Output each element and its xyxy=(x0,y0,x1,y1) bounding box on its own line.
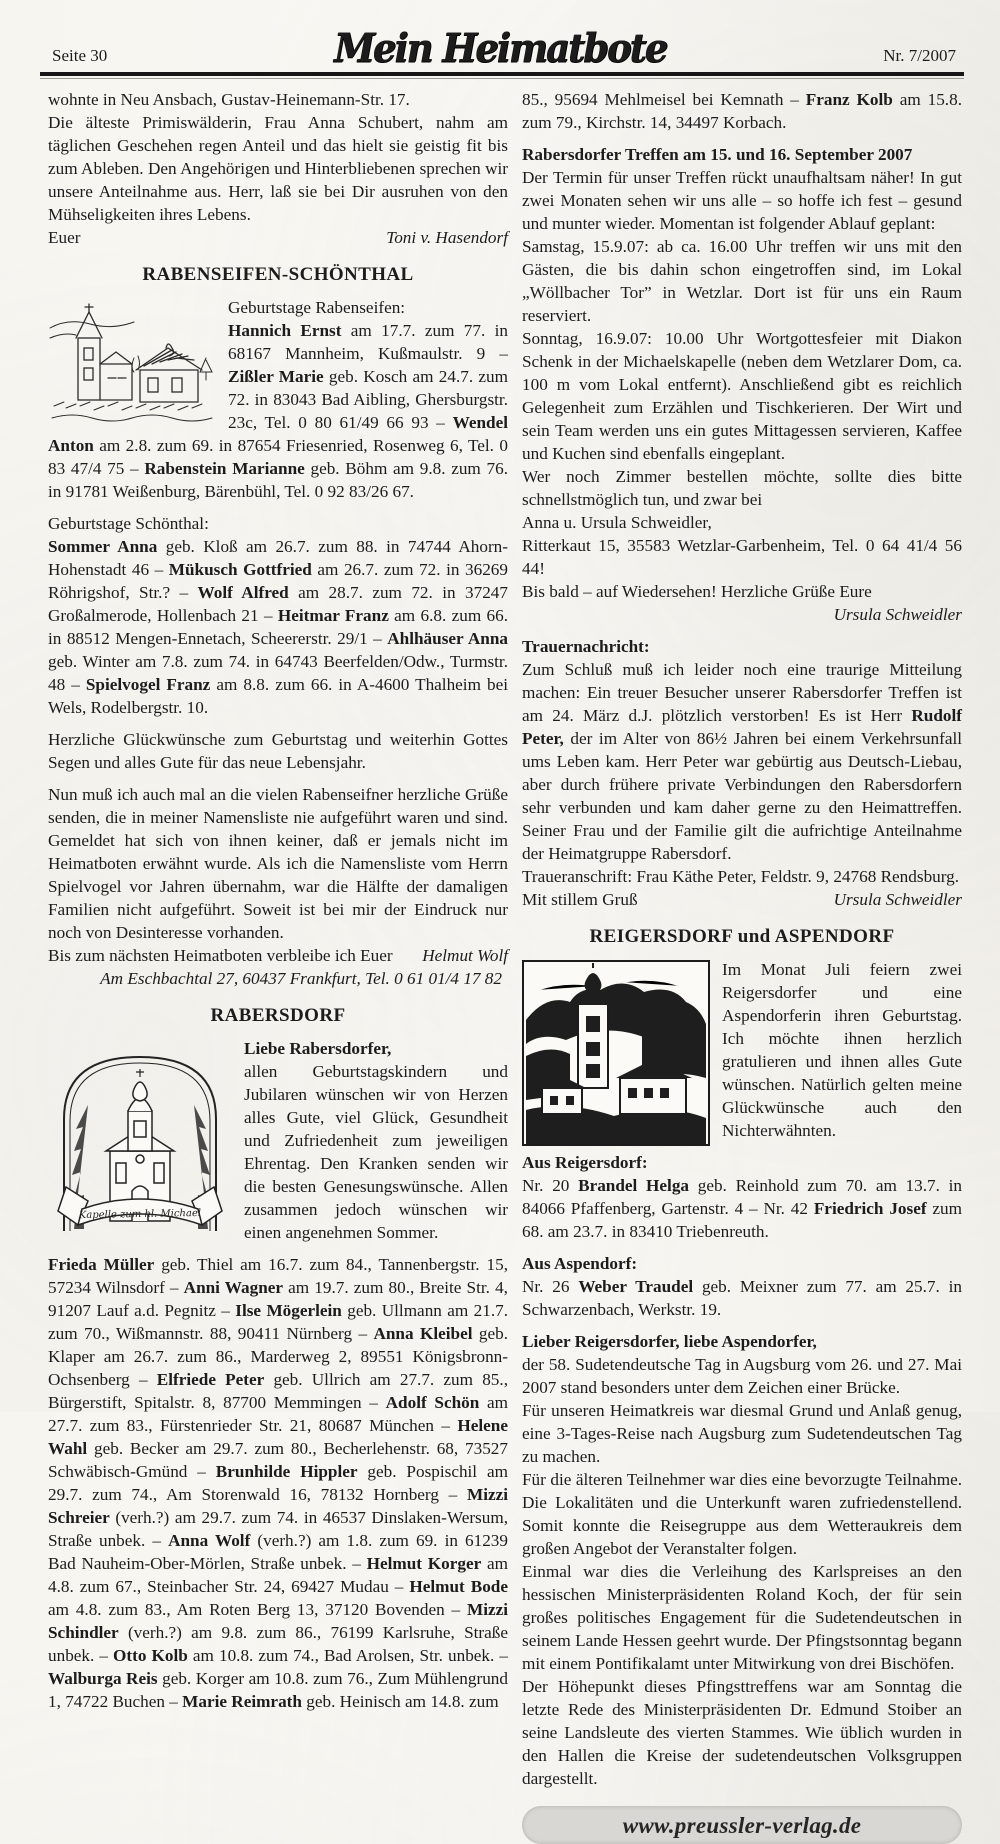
reigersdorf-village-woodcut xyxy=(522,960,710,1146)
treffen-paragraph-1: Der Termin für unser Treffen rückt unaufhaltsam näher! In gut zwei Monaten sehen wir uns alle – so hoffe ich fest – gesund und munter wieder. Momentan ist folgender Ablauf geplant: xyxy=(522,168,962,233)
section-title-rabenseifen: RABENSEIFEN-SCHÖNTHAL xyxy=(142,264,414,285)
treffen-contact-address: Ritterkaut 15, 35583 Wetzlar-Garbenheim, Tel. 0 64 41/4 56 44! xyxy=(522,536,962,578)
farewell-address: Am Eschbachtal 27, 60437 Frankfurt, Tel. 0 61 01/4 17 82 xyxy=(100,969,502,988)
page-number-label: Seite 30 xyxy=(52,46,108,65)
page-header xyxy=(0,0,1000,78)
continuation-line: wohnte in Neu Ansbach, Gustav-Heinemann-Str. 17. xyxy=(48,90,410,109)
birthday-wish-paragraph: Herzliche Glückwünsche zum Geburtstag und weiterhin Gottes Segen und alles Gute für das neue Lebensjahr. xyxy=(48,730,508,772)
treffen-contact-name: Anna u. Ursula Schweidler, xyxy=(522,513,712,532)
rabersdorf-chapel-emblem xyxy=(48,1039,232,1237)
emblem-ribbon-caption: Kapelle zum hl. Michael xyxy=(78,1207,202,1222)
signature-name: Toni v. Hasendorf xyxy=(386,228,508,247)
trauer-heading: Trauernachricht: xyxy=(522,637,650,656)
sudetentag-paragraph-5: Der Höhepunkt dieses Pfingsttreffens war am Sonntag die letzte Rede des Ministerpräsidenten Dr. Edmund Stoiber an seine Landsleute des vierten Stammes. Wie üblich wurden in den Hallen die Kreise der sudetendeutschen Volksgruppen dargestellt. xyxy=(522,1677,962,1788)
aus-reigersdorf-heading: Aus Reigersdorf: xyxy=(522,1153,648,1172)
rabersdorf-salutation: Liebe Rabersdorfer, xyxy=(244,1039,392,1058)
header-rule xyxy=(40,72,964,76)
treffen-heading: Rabersdorfer Treffen am 15. und 16. September 2007 xyxy=(522,145,913,164)
treffen-paragraph-2: Samstag, 15.9.07: ab ca. 16.00 Uhr treffen wir uns mit den Gästen, die bis dahin schon eingetroffen sind, im Lokal „Wöllbacher Tor” in Wetzlar. Dort ist für uns ein Raum reserviert. xyxy=(522,237,962,325)
reigersdorf-intro: Im Monat Juli feiern zwei Reigersdorfer und eine Aspendorferin ihren Geburtstag. Ich möchte ihnen herzlich gratulieren und ihnen alles Gute wünschen. Natürlich gelten meine Glückwünsche auch den Nichterwähnten. xyxy=(722,960,962,1140)
obituary-paragraph: Die älteste Primiswälderin, Frau Anna Schubert, nahm am täglichen Geschehen regen Anteil und das hielt sie geistig fit bis zum Ableben. Den Angehörigen und Hinterbliebenen sprechen wir unsere Anteilnahme aus. Herr, laß sie bei Dir ausruhen von den Mühseligkeiten ihres Lebens. xyxy=(48,113,508,224)
section-title-reigersdorf: REIGERSDORF und ASPENDORF xyxy=(589,926,895,947)
sudetentag-paragraph-2: Für unseren Heimatkreis war diesmal Grund und Anlaß genug, eine 3-Tages-Reise nach Augsburg zum Sudetendeutschen Tag zu machen. xyxy=(522,1401,962,1466)
treffen-goodbye: Bis bald – auf Wiedersehen! Herzliche Grüße Eure xyxy=(522,582,872,601)
issue-number-label: Nr. 7/2007 xyxy=(883,46,956,65)
trauer-body: Zum Schluß muß ich leider noch eine traurige Mitteilung machen: Ein treuer Besucher unserer Rabersdorfer Treffen ist am 24. März d.J. plötzlich verstorben! Es ist Herr Rudolf Peter, der im Alter von 86½ Jahren bei einem Verkehrsunfall ums Leben kam. Herr Peter war gebürtig aus Deutsch-Liebau, aber durch frühere private Verbindungen den Rabersdorfern sehr verbunden und kam daher gerne zu den Heimattreffen. Seiner Frau und der Familie gilt die aufrichtige Anteilnahme der Heimatgruppe Rabersdorf. xyxy=(522,660,962,863)
schoenthal-birthday-list: Sommer Anna geb. Kloß am 26.7. zum 88. in 74744 Ahorn-Hohenstadt 46 – Mükusch Gottfried am 26.7. zum 72. in 36269 Röhrigshof, Str.? – Wolf Alfred am 28.7. zum 72. in 37247 Großalmerode, Hollenbach 21 – Heitmar Franz am 6.8. zum 66. in 88512 Mengen-Ennetach, Scheererstr. 29/1 – Ahlhäuser Anna geb. Winter am 7.8. zum 74. in 64743 Beerfelden/Odw., Turmstr. 48 – Spielvogel Franz am 8.8. zum 66. in A-4600 Thalheim bei Wels, Rodelbergstr. 10. xyxy=(48,537,508,717)
schoenthal-list-intro: Geburtstage Schönthal: xyxy=(48,514,209,533)
closing-label: Euer xyxy=(48,228,81,247)
header-rule-shadow xyxy=(40,78,964,79)
trauer-address: Traueranschrift: Frau Käthe Peter, Feldstr. 9, 24768 Rendsburg. xyxy=(522,867,960,886)
publisher-url-badge xyxy=(522,1806,962,1844)
sudetentag-paragraph-3: Für die älteren Teilnehmer war dies eine bevorzugte Teilnahme. Die Lokalitäten und die Unterkunft waren zufriedenstellend. Somit konnte die Reisegruppe aus dem Wetteraukreis dem großen Angebot der Veranstalter folgen. xyxy=(522,1470,962,1558)
treffen-paragraph-4: Wer noch Zimmer bestellen möchte, sollte dies bitte schnellstmöglich tun, und zwar bei xyxy=(522,467,962,509)
rabenseifen-list-intro: Geburtstage Rabenseifen: xyxy=(228,298,406,317)
rabenseifen-church-illustration xyxy=(48,298,216,426)
aus-aspendorf-heading: Aus Aspendorf: xyxy=(522,1254,638,1273)
rabersdorf-greeting: allen Geburtstagskindern und Jubilaren wünschen wir von Herzen alles Gute, viel Glück, Gesundheit und Zufriedenheit zum jeweiligen Ehrentag. Den Kranken senden wir die besten Genesungswünsche. Allen zusammen jedoch wünschen wir einen angenehmen Sommer. xyxy=(244,1062,508,1242)
rabenseifen-birthday-list: Hannich Ernst am 17.7. zum 77. in 68167 Mannheim, Kußmaulstr. 9 – Zißler Marie geb. Kosch am 24.7. zum 72. in 83043 Bad Aibling, Ghersburgstr. 23c, Tel. 0 80 61/49 66 93 – Wendel Anton am 2.8. zum 69. in 87654 Friesenried, Rosenweg 6, Tel. 0 83 47/4 75 – Rabenstein Marianne geb. Böhm am 9.8. zum 76. in 91781 Weißenburg, Bärenbühl, Tel. 0 92 83/26 67. xyxy=(48,321,508,501)
treffen-paragraph-3: Sonntag, 16.9.07: 10.00 Uhr Wortgottesfeier mit Diakon Schenk in der Michaelskapelle (neben dem Wetzlarer Dom, ca. 100 m vom Lokal entfernt). Anschließend gibt es reichlich Gelegenheit zum Erzählen und Tischkerieren. Der Wirt und sein Team werden uns ein gutes Mittagessen servieren, Kaffee und Kuchen sind ebenfalls eingeplant. xyxy=(522,329,962,463)
farewell-signature: Helmut Wolf xyxy=(422,946,508,965)
rabersdorf-birthday-list: Frieda Müller geb. Thiel am 16.7. zum 84., Tannenbergstr. 15, 57234 Wilnsdorf – Anni Wagner am 19.7. zum 80., Breite Str. 4, 91207 Lauf a.d. Pegnitz – Ilse Mögerlein geb. Ullmann am 21.7. zum 70., Wißmannstr. 88, 90411 Nürnberg – Anna Kleibel geb. Klaper am 26.7. zum 86., Marderweg 2, 89551 Königsbronn-Ochsenberg – Elfriede Peter geb. Ullrich am 27.7. zum 85., Bürgerstift, Spitalstr. 8, 87700 Memmingen – Adolf Schön am 27.7. zum 83., Fürstenrieder Str. 21, 80687 München – Helene Wahl geb. Becker am 29.7. zum 80., Becherlehenstr. 68, 73527 Schwäbisch-Gmünd – Brunhilde Hippler geb. Pospischil am 29.7. zum 74., Am Storenwald 16, 78132 Hornberg – Mizzi Schreier (verh.?) am 29.7. zum 74. in 46537 Dinslaken-Wersum, Straße unbek. – Anna Wolf (verh.?) am 1.8. zum 69. in 61239 Bad Nauheim-Ober-Mörlen, Straße unbek. – Helmut Korger am 4.8. zum 67., Steinbacher Str. 24, 69427 Mudau – Helmut Bode am 4.8. zum 83., Am Roten Berg 13, 37120 Bovenden – Mizzi Schindler (verh.?) am 9.8. zum 86., 76199 Karlsruhe, Straße unbek. – Otto Kolb am 10.8. zum 74., Bad Arolsen, Str. unbek. – Walburga Reis geb. Korger am 10.8. zum 76., Zum Mühlengrund 1, 74722 Buchen – Marie Reimrath geb. Heinisch am 14.8. zum xyxy=(48,1255,509,1711)
farewell-row xyxy=(48,944,508,967)
farewell-text: Bis zum nächsten Heimatboten verbleibe ich Euer xyxy=(48,946,393,965)
masthead-title: Mein Heimatbote xyxy=(333,24,667,72)
rabersdorf-list-continuation: 85., 95694 Mehlmeisel bei Kemnath – Franz Kolb am 15.8. zum 79., Kirchstr. 14, 34497 Korbach. xyxy=(522,90,962,132)
section-title-rabersdorf: RABERSDORF xyxy=(210,1005,346,1026)
reigersdorf-salutation: Lieber Reigersdorfer, liebe Aspendorfer, xyxy=(522,1332,817,1351)
reigersdorf-birthday-list: Nr. 20 Brandel Helga geb. Reinhold zum 70. am 13.7. in 84066 Pfaffenberg, Gartenstr. 4 – Nr. 42 Friedrich Josef zum 68. am 23.7. in 83410 Triebenreuth. xyxy=(522,1176,963,1241)
treffen-signature: Ursula Schweidler xyxy=(833,605,962,624)
trauer-closing: Mit stillem Gruß xyxy=(522,890,638,909)
sudetentag-paragraph-1: der 58. Sudetendeutsche Tag in Augsburg vom 26. und 27. Mai 2007 stand besonders unter dem Zeichen einer Brücke. xyxy=(522,1355,962,1397)
signature-row xyxy=(48,226,508,249)
namelist-note-paragraph: Nun muß ich auch mal an die vielen Rabenseifner herzliche Grüße senden, die in meiner Namensliste nie aufgeführt waren und sind. Gemeldet hat sich von ihnen keiner, daß er jemals nicht im Heimatboten erwähnt wurde. Als ich die Namensliste vom Herrn Spielvogel vor Jahren übernahm, war die Hälfte der damaligen Familien nicht aufgeführt. Soweit ist bei mir der Eindruck nur noch von Desinteresse vorhanden. xyxy=(48,785,508,942)
two-column-body xyxy=(0,78,1000,1844)
sudetentag-paragraph-4: Einmal war dies die Verleihung des Karlspreises an den hessischen Ministerpräsidenten Roland Koch, der für sein großes politisches Engagement für die Sudetendeutschen in seinem Lande Hessen geehrt wurde. Der Pfingstsonntag begann mit einem Pontifikalamt unter Mitwirkung von drei Bischöfen. xyxy=(522,1562,962,1673)
right-column xyxy=(522,88,962,1844)
publisher-url-text: www.preussler-verlag.de xyxy=(622,1812,862,1838)
trauer-signature-row xyxy=(522,888,962,911)
aspendorf-birthday-list: Nr. 26 Weber Traudel geb. Meixner zum 77. am 25.7. in Schwarzenbach, Werkstr. 19. xyxy=(522,1277,962,1319)
left-column xyxy=(48,88,508,1844)
trauer-signature: Ursula Schweidler xyxy=(833,890,962,909)
